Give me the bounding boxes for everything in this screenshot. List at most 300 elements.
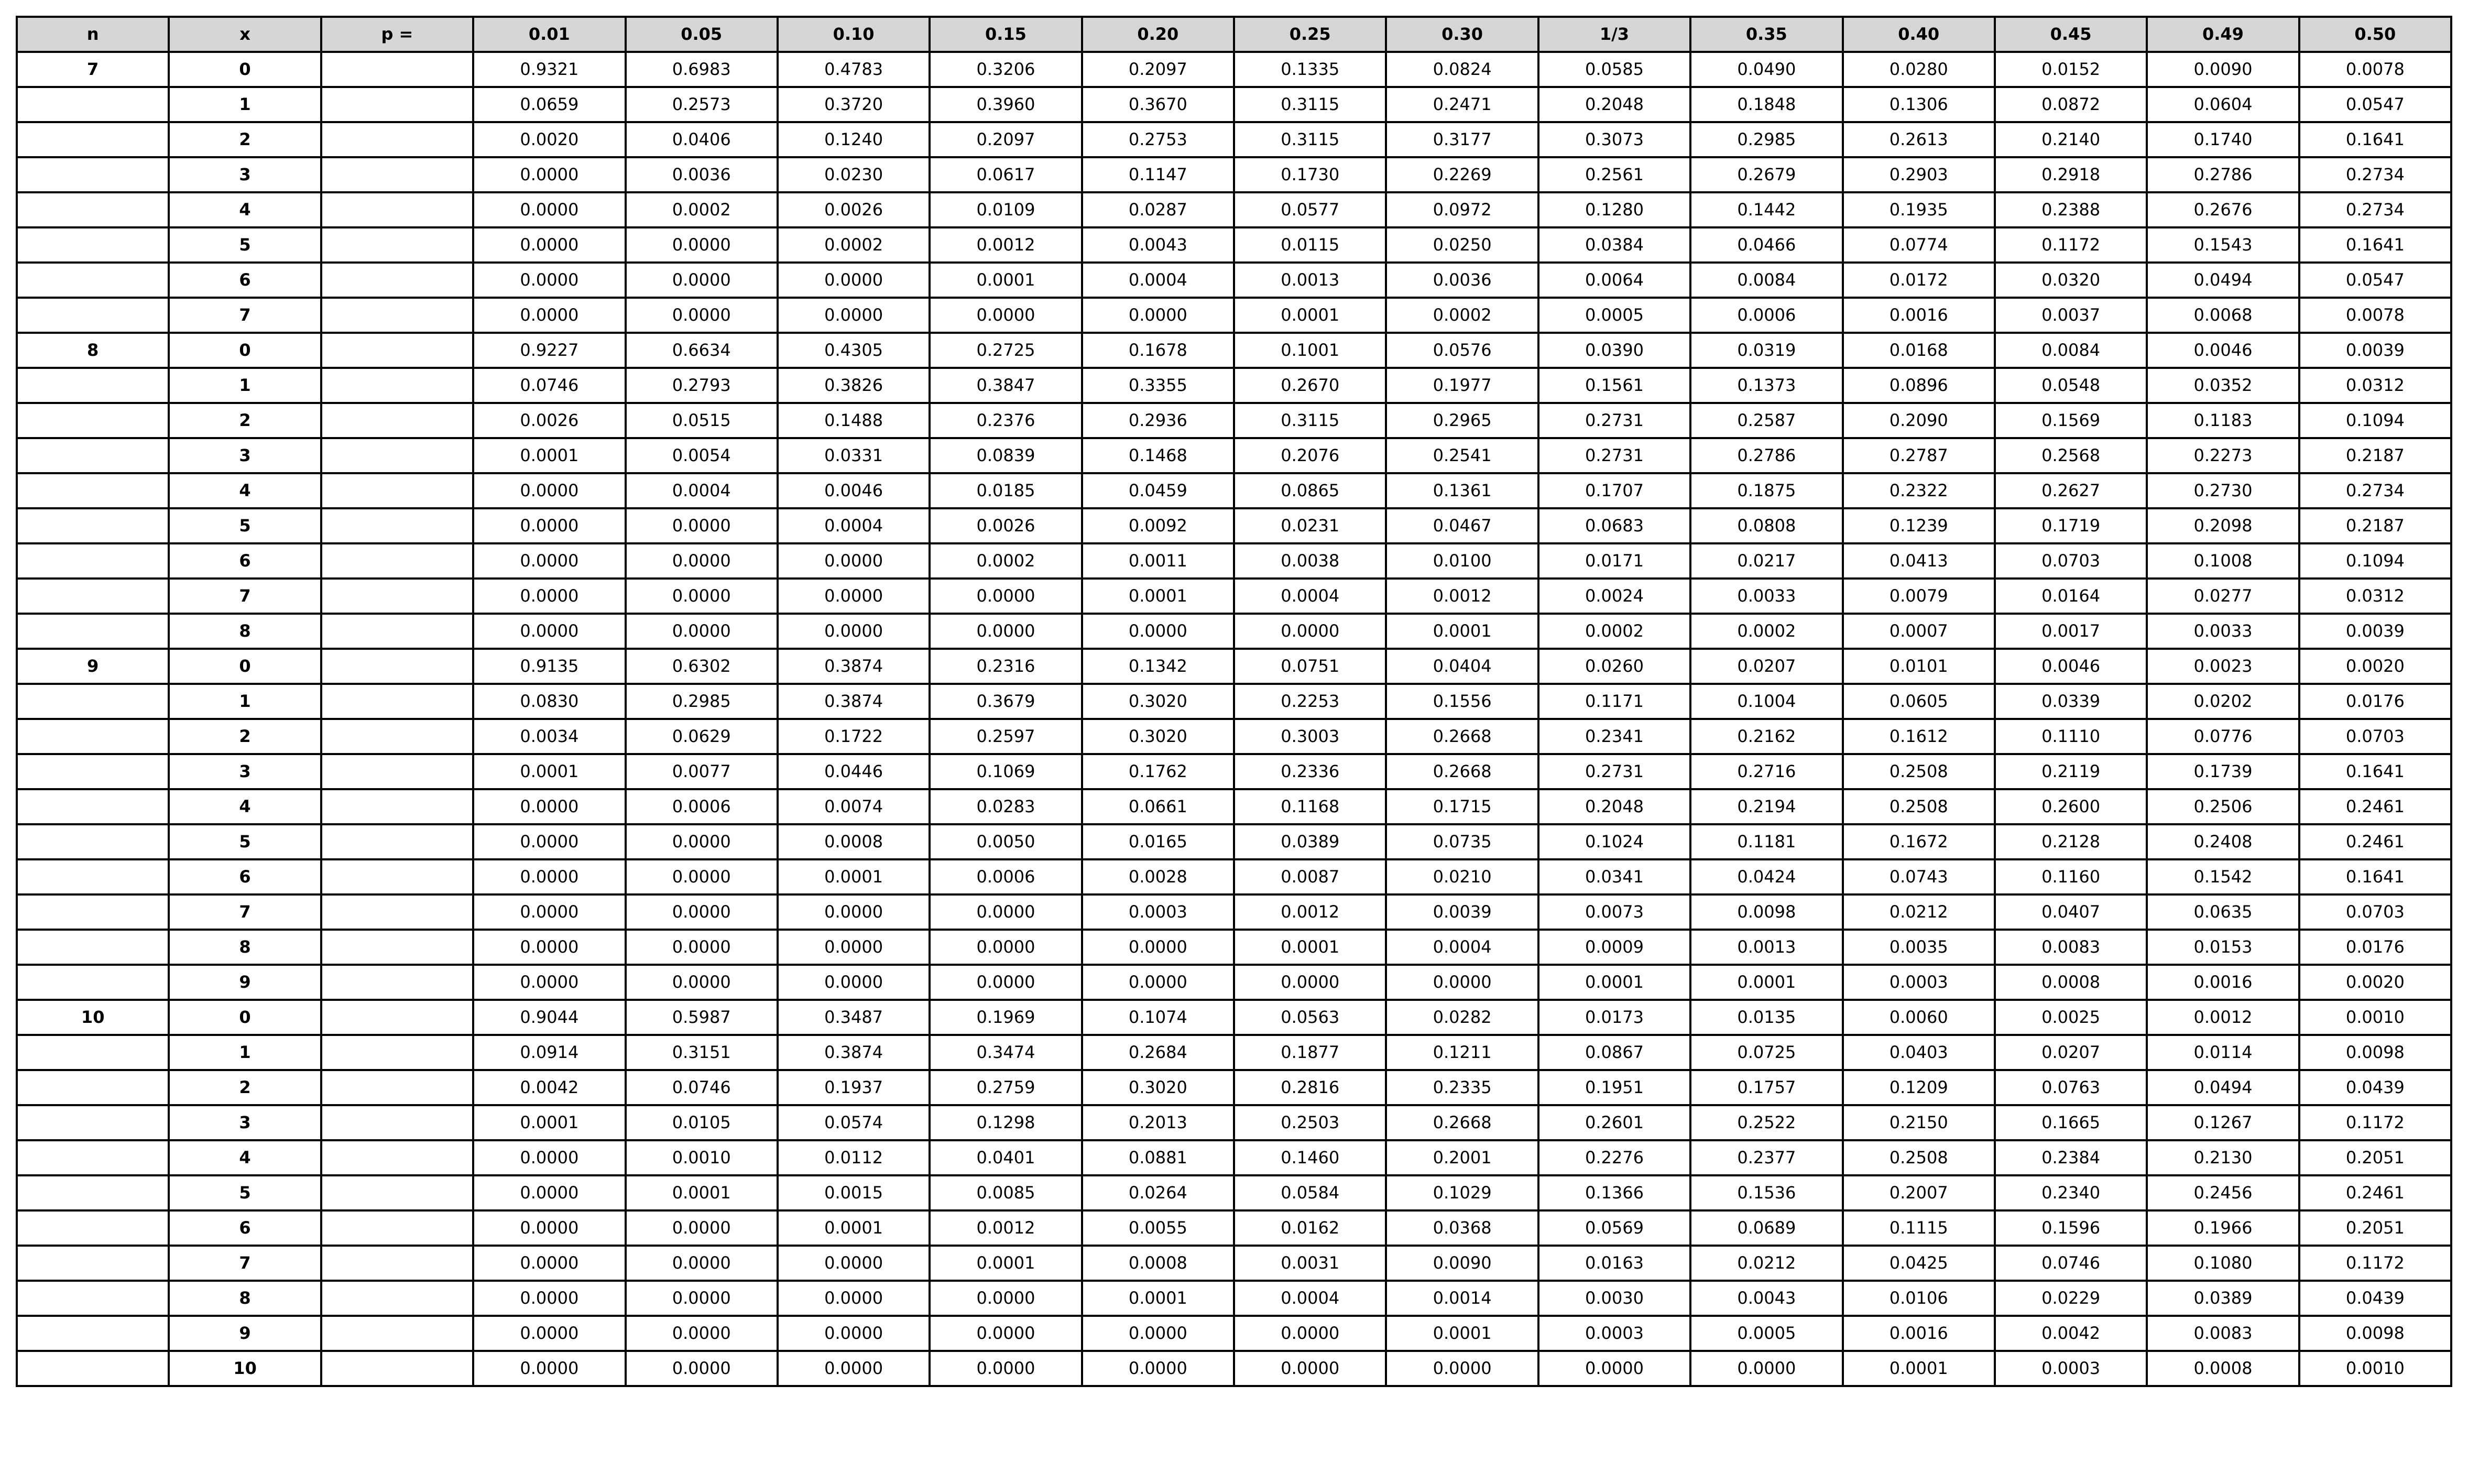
probability-cell: 0.0020 [2299,649,2451,684]
probability-cell: 0.0006 [626,789,778,824]
probability-cell: 0.0229 [1995,1281,2147,1316]
probability-cell: 0.0459 [1082,473,1234,508]
probability-cell: 0.1342 [1082,649,1234,684]
x-cell: 1 [169,1035,321,1070]
probability-cell: 0.0407 [1995,894,2147,930]
probability-cell: 0.2471 [1386,87,1538,122]
probability-cell: 0.0000 [626,930,778,965]
probability-cell: 0.1094 [2299,403,2451,438]
probability-cell: 0.0001 [930,1246,1082,1281]
probability-cell: 0.0114 [2147,1035,2299,1070]
probability-cell: 0.0577 [1234,192,1386,227]
probability-cell: 0.0000 [626,1281,778,1316]
p-label-cell [321,930,473,965]
probability-cell: 0.0446 [778,754,930,789]
n-cell [17,438,169,473]
probability-cell: 0.2676 [2147,192,2299,227]
probability-cell: 0.2985 [626,684,778,719]
probability-cell: 0.0000 [930,1316,1082,1351]
probability-cell: 0.2597 [930,719,1082,754]
probability-cell: 0.0028 [1082,859,1234,894]
probability-cell: 0.0087 [1234,859,1386,894]
probability-cell: 0.2793 [626,368,778,403]
probability-cell: 0.0000 [930,965,1082,1000]
probability-cell: 0.2903 [1843,157,1995,192]
probability-cell: 0.1722 [778,719,930,754]
probability-cell: 0.0000 [473,614,625,649]
probability-cell: 0.0038 [1234,543,1386,579]
x-cell: 2 [169,719,321,754]
probability-cell: 0.0584 [1234,1175,1386,1210]
probability-cell: 0.0164 [1995,579,2147,614]
table-row [17,333,2451,368]
probability-cell: 0.0064 [1538,263,1690,298]
probability-cell: 0.0033 [1690,579,1842,614]
probability-cell: 0.0000 [1082,1316,1234,1351]
probability-cell: 0.0352 [2147,368,2299,403]
probability-cell: 0.3355 [1082,368,1234,403]
probability-cell: 0.0010 [626,1140,778,1175]
probability-cell: 0.1569 [1995,403,2147,438]
probability-cell: 0.0004 [1234,1281,1386,1316]
probability-cell: 0.0264 [1082,1175,1234,1210]
p-label-cell [321,403,473,438]
x-cell: 7 [169,579,321,614]
probability-cell: 0.0006 [930,859,1082,894]
probability-cell: 0.0210 [1386,859,1538,894]
probability-cell: 0.0074 [778,789,930,824]
probability-cell: 0.0000 [930,1281,1082,1316]
probability-cell: 0.0746 [626,1070,778,1105]
x-cell: 6 [169,543,321,579]
probability-cell: 0.0112 [778,1140,930,1175]
probability-cell: 0.0000 [778,614,930,649]
probability-cell: 0.1542 [2147,859,2299,894]
x-cell: 6 [169,263,321,298]
p-label-cell [321,579,473,614]
x-cell: 5 [169,508,321,543]
probability-cell: 0.0000 [473,579,625,614]
probability-cell: 0.0000 [1234,614,1386,649]
probability-cell: 0.0282 [1386,1000,1538,1035]
p-label-cell [321,473,473,508]
probability-cell: 0.2194 [1690,789,1842,824]
probability-cell: 0.1468 [1082,438,1234,473]
probability-cell: 0.0000 [626,824,778,859]
probability-cell: 0.0000 [473,227,625,263]
probability-cell: 0.0004 [1234,579,1386,614]
probability-cell: 0.0005 [1538,298,1690,333]
p-label-cell [321,1000,473,1035]
p-label-cell [321,649,473,684]
probability-cell: 0.0001 [473,438,625,473]
probability-cell: 0.1298 [930,1105,1082,1140]
probability-cell: 0.1080 [2147,1246,2299,1281]
probability-cell: 0.0135 [1690,1000,1842,1035]
probability-cell: 0.0339 [1995,684,2147,719]
probability-cell: 0.1267 [2147,1105,2299,1140]
n-cell [17,122,169,157]
p-label-cell [321,965,473,1000]
probability-cell: 0.2725 [930,333,1082,368]
probability-cell: 0.1094 [2299,543,2451,579]
probability-cell: 0.0090 [2147,52,2299,87]
table-row [17,1246,2451,1281]
probability-cell: 0.3115 [1234,122,1386,157]
probability-cell: 0.0100 [1386,543,1538,579]
probability-cell: 0.0000 [778,1246,930,1281]
table-row [17,789,2451,824]
probability-cell: 0.1672 [1843,824,1995,859]
p-label-cell [321,1351,473,1386]
probability-cell: 0.0881 [1082,1140,1234,1175]
probability-cell: 0.0000 [626,859,778,894]
probability-cell: 0.0105 [626,1105,778,1140]
probability-cell: 0.0016 [1843,1316,1995,1351]
probability-cell: 0.1074 [1082,1000,1234,1035]
table-row [17,930,2451,965]
probability-cell: 0.0001 [1234,298,1386,333]
probability-cell: 0.0743 [1843,859,1995,894]
probability-cell: 0.0000 [778,930,930,965]
probability-cell: 0.0000 [473,543,625,579]
p-label-cell [321,1281,473,1316]
probability-cell: 0.0746 [473,368,625,403]
p-label-cell [321,614,473,649]
probability-cell: 0.0000 [626,543,778,579]
probability-cell: 0.0390 [1538,333,1690,368]
probability-cell: 0.0617 [930,157,1082,192]
probability-cell: 0.1004 [1690,684,1842,719]
probability-cell: 0.0703 [2299,719,2451,754]
probability-cell: 0.2076 [1234,438,1386,473]
probability-cell: 0.0036 [626,157,778,192]
probability-cell: 0.0003 [1082,894,1234,930]
probability-cell: 0.0010 [2299,1000,2451,1035]
probability-cell: 0.1719 [1995,508,2147,543]
probability-cell: 0.0001 [1082,1281,1234,1316]
probability-cell: 0.0098 [2299,1316,2451,1351]
n-cell [17,1140,169,1175]
table-row [17,1000,2451,1035]
probability-cell: 0.0250 [1386,227,1538,263]
probability-cell: 0.0060 [1843,1000,1995,1035]
probability-cell: 0.1211 [1386,1035,1538,1070]
probability-cell: 0.0808 [1690,508,1842,543]
probability-cell: 0.2786 [2147,157,2299,192]
probability-cell: 0.2816 [1234,1070,1386,1105]
x-cell: 6 [169,859,321,894]
probability-cell: 0.0585 [1538,52,1690,87]
p-label-cell [321,122,473,157]
table-row [17,1140,2451,1175]
probability-cell: 0.0033 [2147,614,2299,649]
probability-cell: 0.2119 [1995,754,2147,789]
table-row [17,508,2451,543]
probability-cell: 0.2048 [1538,789,1690,824]
probability-cell: 0.0001 [778,1210,930,1246]
probability-cell: 0.2601 [1538,1105,1690,1140]
probability-cell: 0.0002 [1386,298,1538,333]
table-row [17,157,2451,192]
probability-cell: 0.0153 [2147,930,2299,965]
column-header-p-value: 0.10 [778,17,930,52]
probability-cell: 0.0042 [473,1070,625,1105]
probability-cell: 0.0000 [473,157,625,192]
probability-cell: 0.2627 [1995,473,2147,508]
probability-cell: 0.0046 [778,473,930,508]
probability-cell: 0.0368 [1386,1210,1538,1246]
probability-cell: 0.0331 [778,438,930,473]
table-row [17,473,2451,508]
probability-cell: 0.0009 [1538,930,1690,965]
x-cell: 4 [169,473,321,508]
n-cell: 8 [17,333,169,368]
n-cell [17,1175,169,1210]
probability-cell: 0.2276 [1538,1140,1690,1175]
probability-cell: 0.0972 [1386,192,1538,227]
column-header-p-value: 0.05 [626,17,778,52]
probability-cell: 0.2253 [1234,684,1386,719]
probability-cell: 0.0000 [778,1316,930,1351]
probability-cell: 0.0629 [626,719,778,754]
table-row [17,614,2451,649]
column-header-p-value: 0.45 [1995,17,2147,52]
probability-cell: 0.0661 [1082,789,1234,824]
probability-cell: 0.0073 [1538,894,1690,930]
probability-cell: 0.0635 [2147,894,2299,930]
probability-cell: 0.0000 [1234,965,1386,1000]
probability-cell: 0.0401 [930,1140,1082,1175]
p-label-cell [321,1246,473,1281]
probability-cell: 0.4783 [778,52,930,87]
column-header-n: n [17,17,169,52]
probability-cell: 0.0547 [2299,87,2451,122]
probability-cell: 0.2936 [1082,403,1234,438]
probability-cell: 0.1240 [778,122,930,157]
probability-cell: 0.1561 [1538,368,1690,403]
n-cell [17,227,169,263]
probability-cell: 0.0000 [626,614,778,649]
probability-cell: 0.0043 [1690,1281,1842,1316]
x-cell: 8 [169,1281,321,1316]
table-row [17,824,2451,859]
probability-cell: 0.0000 [473,1351,625,1386]
x-cell: 3 [169,1105,321,1140]
probability-cell: 0.0683 [1538,508,1690,543]
probability-cell: 0.1875 [1690,473,1842,508]
probability-cell: 0.0003 [1843,965,1995,1000]
probability-cell: 0.0341 [1538,859,1690,894]
probability-cell: 0.2734 [2299,473,2451,508]
probability-cell: 0.0746 [1995,1246,2147,1281]
probability-cell: 0.0162 [1234,1210,1386,1246]
probability-cell: 0.0466 [1690,227,1842,263]
p-label-cell [321,859,473,894]
probability-cell: 0.0000 [930,1351,1082,1386]
n-cell: 10 [17,1000,169,1035]
probability-cell: 0.1612 [1843,719,1995,754]
probability-cell: 0.0000 [626,508,778,543]
x-cell: 4 [169,192,321,227]
probability-cell: 0.1935 [1843,192,1995,227]
probability-cell: 0.0000 [473,508,625,543]
probability-cell: 0.2731 [1538,438,1690,473]
probability-cell: 0.2587 [1690,403,1842,438]
probability-cell: 0.1556 [1386,684,1538,719]
probability-cell: 0.0000 [473,1140,625,1175]
probability-cell: 0.0000 [778,1281,930,1316]
n-cell [17,403,169,438]
n-cell [17,614,169,649]
probability-cell: 0.9227 [473,333,625,368]
p-label-cell [321,894,473,930]
probability-cell: 0.3679 [930,684,1082,719]
probability-cell: 0.2097 [930,122,1082,157]
probability-cell: 0.0003 [1995,1351,2147,1386]
probability-cell: 0.2377 [1690,1140,1842,1175]
table-row [17,1070,2451,1105]
probability-cell: 0.2340 [1995,1175,2147,1210]
probability-cell: 0.0002 [1690,614,1842,649]
probability-cell: 0.1306 [1843,87,1995,122]
probability-cell: 0.0207 [1690,649,1842,684]
probability-cell: 0.0084 [1995,333,2147,368]
probability-cell: 0.0171 [1538,543,1690,579]
n-cell [17,1070,169,1105]
probability-cell: 0.1168 [1234,789,1386,824]
probability-cell: 0.1966 [2147,1210,2299,1246]
p-label-cell [321,87,473,122]
probability-cell: 0.0020 [2299,965,2451,1000]
table-row [17,719,2451,754]
probability-cell: 0.0077 [626,754,778,789]
probability-cell: 0.1029 [1386,1175,1538,1210]
table-row [17,87,2451,122]
probability-cell: 0.0013 [1690,930,1842,965]
probability-cell: 0.3020 [1082,684,1234,719]
probability-cell: 0.1937 [778,1070,930,1105]
p-label-cell [321,52,473,87]
probability-cell: 0.0000 [473,859,625,894]
probability-cell: 0.0515 [626,403,778,438]
table-row [17,543,2451,579]
column-header-p-value: 0.30 [1386,17,1538,52]
probability-cell: 0.0004 [778,508,930,543]
probability-cell: 0.2322 [1843,473,1995,508]
probability-cell: 0.2408 [2147,824,2299,859]
probability-cell: 0.6983 [626,52,778,87]
probability-cell: 0.0867 [1538,1035,1690,1070]
probability-cell: 0.1740 [2147,122,2299,157]
n-cell [17,1281,169,1316]
probability-cell: 0.2716 [1690,754,1842,789]
probability-cell: 0.2668 [1386,719,1538,754]
probability-cell: 0.0000 [626,227,778,263]
x-cell: 5 [169,824,321,859]
probability-cell: 0.0020 [473,122,625,157]
probability-cell: 0.0083 [2147,1316,2299,1351]
column-header-p-value: 0.35 [1690,17,1842,52]
probability-cell: 0.1160 [1995,859,2147,894]
probability-cell: 0.0050 [930,824,1082,859]
probability-cell: 0.0012 [1386,579,1538,614]
probability-cell: 0.0008 [1995,965,2147,1000]
probability-cell: 0.0000 [473,1210,625,1246]
probability-cell: 0.0000 [1234,1351,1386,1386]
probability-cell: 0.2541 [1386,438,1538,473]
probability-cell: 0.0413 [1843,543,1995,579]
probability-cell: 0.3115 [1234,403,1386,438]
table-row [17,1105,2451,1140]
probability-cell: 0.1442 [1690,192,1842,227]
probability-cell: 0.0000 [473,192,625,227]
probability-cell: 0.0319 [1690,333,1842,368]
probability-cell: 0.0004 [626,473,778,508]
column-header-p-value: 1/3 [1538,17,1690,52]
p-label-cell [321,263,473,298]
probability-cell: 0.0389 [2147,1281,2299,1316]
probability-cell: 0.0547 [2299,263,2451,298]
probability-cell: 0.2679 [1690,157,1842,192]
probability-cell: 0.2150 [1843,1105,1995,1140]
x-cell: 9 [169,1316,321,1351]
probability-cell: 0.2013 [1082,1105,1234,1140]
probability-cell: 0.2048 [1538,87,1690,122]
probability-cell: 0.6302 [626,649,778,684]
probability-cell: 0.0023 [2147,649,2299,684]
probability-cell: 0.0865 [1234,473,1386,508]
probability-cell: 0.0001 [1843,1351,1995,1386]
p-label-cell [321,1140,473,1175]
x-cell: 0 [169,52,321,87]
table-row [17,894,2451,930]
probability-cell: 0.0042 [1995,1316,2147,1351]
probability-cell: 0.0016 [2147,965,2299,1000]
probability-cell: 0.2786 [1690,438,1842,473]
probability-cell: 0.0039 [2299,614,2451,649]
n-cell [17,543,169,579]
probability-cell: 0.0000 [1386,1351,1538,1386]
probability-cell: 0.1001 [1234,333,1386,368]
probability-cell: 0.0004 [1082,263,1234,298]
n-cell [17,824,169,859]
probability-cell: 0.2508 [1843,754,1995,789]
probability-cell: 0.0001 [1386,1316,1538,1351]
probability-cell: 0.0001 [1082,579,1234,614]
x-cell: 0 [169,333,321,368]
probability-cell: 0.3826 [778,368,930,403]
probability-cell: 0.0000 [930,930,1082,965]
n-cell [17,719,169,754]
n-cell [17,192,169,227]
probability-cell: 0.0312 [2299,579,2451,614]
probability-cell: 0.0168 [1843,333,1995,368]
probability-cell: 0.2269 [1386,157,1538,192]
probability-cell: 0.9044 [473,1000,625,1035]
probability-cell: 0.2508 [1843,789,1995,824]
n-cell [17,1246,169,1281]
probability-cell: 0.0000 [778,263,930,298]
probability-cell: 0.0287 [1082,192,1234,227]
table-row [17,579,2451,614]
probability-cell: 0.0017 [1995,614,2147,649]
probability-cell: 0.0109 [930,192,1082,227]
n-cell [17,1105,169,1140]
probability-cell: 0.0202 [2147,684,2299,719]
p-label-cell [321,543,473,579]
probability-cell: 0.0424 [1690,859,1842,894]
